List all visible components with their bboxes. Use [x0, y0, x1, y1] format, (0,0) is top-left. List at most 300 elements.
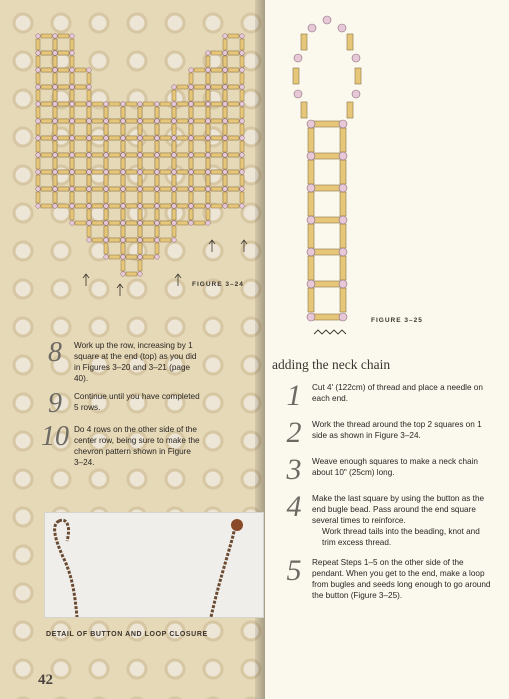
seed-bead — [121, 153, 126, 158]
bugle-bead — [160, 136, 171, 140]
bugle-bead — [58, 187, 69, 191]
seed-bead — [189, 221, 194, 226]
closure-illustration — [45, 513, 263, 617]
seed-bead — [206, 221, 211, 226]
seed-bead — [121, 221, 126, 226]
seed-bead — [240, 51, 245, 56]
bugle-bead — [194, 119, 205, 123]
bugle-bead — [228, 68, 239, 72]
bugle-bead — [308, 288, 314, 312]
seed-bead — [53, 68, 58, 73]
seed-bead — [53, 34, 58, 39]
seed-bead — [87, 153, 92, 158]
seed-bead — [223, 119, 228, 124]
seed-bead — [172, 238, 177, 243]
bugle-bead — [143, 119, 154, 123]
seed-bead — [240, 85, 245, 90]
seed-bead — [87, 187, 92, 192]
bugle-bead — [155, 226, 159, 237]
bugle-bead — [172, 158, 176, 169]
bugle-bead — [41, 136, 52, 140]
bugle-bead — [172, 107, 176, 118]
bugle-bead — [138, 226, 142, 237]
bugle-bead — [104, 243, 108, 254]
bugle-bead — [177, 119, 188, 123]
bugle-bead — [143, 238, 154, 242]
bugle-bead — [240, 141, 244, 152]
bugle-bead — [206, 141, 210, 152]
seed-bead — [189, 102, 194, 107]
bugle-bead — [308, 160, 314, 184]
seed-bead — [206, 153, 211, 158]
seed-bead — [172, 119, 177, 124]
seed-bead — [53, 170, 58, 175]
bugle-bead — [138, 158, 142, 169]
step-text: Repeat Steps 1–5 on the other side of the pendant. When you get to the end, make a loop from bugles and seeds long enough to go around the button (Figure 3–25). — [312, 558, 491, 600]
bugle-bead — [87, 124, 91, 135]
bugle-bead — [223, 39, 227, 50]
bugle-bead — [189, 175, 193, 186]
bugle-bead — [194, 153, 205, 157]
seed-bead — [36, 170, 41, 175]
seed-bead — [189, 85, 194, 90]
step-text: Continue until you have completed 5 rows. — [74, 392, 200, 412]
bugle-bead — [138, 243, 142, 254]
step-5 — [280, 554, 495, 601]
bugle-bead — [36, 90, 40, 101]
bugle-bead — [177, 204, 188, 208]
bugle-bead — [172, 192, 176, 203]
bugle-bead — [313, 314, 341, 320]
seed-bead — [104, 170, 109, 175]
seed-bead — [87, 85, 92, 90]
seed-bead — [172, 102, 177, 107]
step-number: 1 — [286, 379, 302, 412]
seed-bead — [240, 34, 245, 39]
step-number: 3 — [286, 453, 302, 486]
step-text: Cut 4' (122cm) of thread and place a needle on each end. — [312, 383, 483, 403]
bugle-bead — [160, 119, 171, 123]
bugle-bead — [172, 124, 176, 135]
seed-bead — [104, 102, 109, 107]
seed-bead — [223, 170, 228, 175]
bugle-bead — [189, 141, 193, 152]
bugle-bead — [109, 119, 120, 123]
seed-bead — [240, 204, 245, 209]
seed-bead — [87, 119, 92, 124]
bugle-bead — [41, 204, 52, 208]
bugle-bead — [126, 170, 137, 174]
bugle-bead — [138, 209, 142, 220]
seed-bead — [352, 90, 360, 98]
bugle-bead — [143, 204, 154, 208]
bugle-bead — [172, 175, 176, 186]
bugle-bead — [87, 175, 91, 186]
bugle-bead — [104, 124, 108, 135]
seed-bead — [53, 85, 58, 90]
seed-bead — [223, 85, 228, 90]
section-heading: adding the neck chain — [272, 357, 391, 372]
seed-bead — [307, 280, 315, 288]
bugle-bead — [240, 192, 244, 203]
bugle-bead — [223, 90, 227, 101]
bugle-bead — [121, 158, 125, 169]
bugle-bead — [75, 68, 86, 72]
bugle-bead — [206, 90, 210, 101]
bugle-bead — [41, 170, 52, 174]
seed-bead — [307, 184, 315, 192]
bugle-bead — [138, 260, 142, 271]
seed-bead — [307, 152, 315, 160]
bugle-bead — [189, 124, 193, 135]
figure-3-24-label: FIGURE 3–24 — [192, 281, 244, 288]
seed-bead — [53, 51, 58, 56]
bugle-bead — [58, 102, 69, 106]
seed-bead — [36, 68, 41, 73]
bugle-bead — [58, 119, 69, 123]
bugle-bead — [53, 158, 57, 169]
seed-bead — [172, 204, 177, 209]
bugle-bead — [155, 141, 159, 152]
bugle-bead — [194, 102, 205, 106]
bugle-bead — [211, 119, 222, 123]
bugle-bead — [155, 192, 159, 203]
bugle-bead — [41, 68, 52, 72]
seed-bead — [104, 187, 109, 192]
bugle-bead — [308, 128, 314, 152]
bugle-bead — [75, 204, 86, 208]
seed-bead — [155, 255, 160, 260]
step-4-note: Work thread tails into the beading, knot and trim excess thread. — [322, 527, 480, 547]
bugle-bead — [92, 136, 103, 140]
bugle-bead — [177, 187, 188, 191]
bugle-bead — [313, 281, 341, 287]
bugle-bead — [53, 56, 57, 67]
seed-bead — [189, 136, 194, 141]
seed-bead — [206, 51, 211, 56]
bugle-bead — [58, 136, 69, 140]
bugle-bead — [126, 187, 137, 191]
seed-bead — [70, 85, 75, 90]
seed-bead — [104, 255, 109, 260]
bugle-bead — [104, 192, 108, 203]
seed-bead — [240, 102, 245, 107]
bugle-bead — [189, 90, 193, 101]
seed-bead — [206, 85, 211, 90]
bugle-bead — [104, 175, 108, 186]
seed-bead — [121, 255, 126, 260]
seed-bead — [138, 102, 143, 107]
step-1 — [280, 379, 495, 412]
seed-bead — [223, 136, 228, 141]
bugle-bead — [121, 260, 125, 271]
bugle-bead — [53, 192, 57, 203]
bugle-bead — [189, 209, 193, 220]
bugle-bead — [240, 158, 244, 169]
seed-bead — [155, 204, 160, 209]
bugle-bead — [36, 175, 40, 186]
button-bead — [231, 519, 243, 531]
seed-bead — [172, 187, 177, 192]
bugle-bead — [293, 68, 299, 84]
seed-bead — [240, 119, 245, 124]
bugle-bead — [347, 34, 353, 50]
bugle-bead — [41, 153, 52, 157]
bugle-bead — [155, 243, 159, 254]
figure-3-25-label: FIGURE 3–25 — [371, 317, 423, 324]
bugle-bead — [121, 124, 125, 135]
seed-bead — [121, 204, 126, 209]
step-text: Weave enough squares to make a neck chain about 10" (25cm) long. — [312, 457, 478, 477]
seed-bead — [307, 248, 315, 256]
bugle-bead — [70, 73, 74, 84]
step-10 — [40, 421, 200, 468]
seed-bead — [36, 153, 41, 158]
step-3 — [280, 453, 495, 486]
seed-bead — [223, 204, 228, 209]
bugle-bead — [70, 141, 74, 152]
bugle-bead — [109, 153, 120, 157]
bugle-bead — [228, 204, 239, 208]
bugle-bead — [70, 158, 74, 169]
bugle-bead — [126, 153, 137, 157]
bugle-bead — [206, 124, 210, 135]
bugle-bead — [70, 175, 74, 186]
bugle-bead — [340, 256, 346, 280]
seed-bead — [223, 153, 228, 158]
bugle-bead — [138, 107, 142, 118]
bugle-bead — [194, 187, 205, 191]
seed-bead — [172, 221, 177, 226]
bugle-bead — [53, 107, 57, 118]
bugle-bead — [41, 119, 52, 123]
seed-bead — [138, 238, 143, 243]
bugle-bead — [206, 175, 210, 186]
seed-bead — [70, 34, 75, 39]
bugle-bead — [70, 107, 74, 118]
step-4 — [280, 490, 495, 548]
bugle-bead — [177, 136, 188, 140]
bugle-bead — [223, 175, 227, 186]
bugle-bead — [240, 107, 244, 118]
bugle-bead — [211, 102, 222, 106]
bugle-bead — [228, 153, 239, 157]
seed-bead — [339, 280, 347, 288]
seed-bead — [121, 102, 126, 107]
bugle-bead — [126, 204, 137, 208]
seed-bead — [138, 170, 143, 175]
seed-bead — [294, 90, 302, 98]
seed-bead — [240, 136, 245, 141]
bugle-bead — [87, 158, 91, 169]
seed-bead — [87, 221, 92, 226]
bugle-bead — [92, 170, 103, 174]
bugle-bead — [301, 34, 307, 50]
seed-bead — [138, 255, 143, 260]
bugle-bead — [104, 226, 108, 237]
bugle-bead — [92, 153, 103, 157]
bugle-bead — [138, 141, 142, 152]
arrow-icon — [209, 240, 215, 252]
bugle-bead — [126, 272, 137, 276]
bugle-bead — [240, 39, 244, 50]
bugle-bead — [206, 209, 210, 220]
seed-bead — [36, 187, 41, 192]
bugle-bead — [172, 90, 176, 101]
bugle-bead — [340, 192, 346, 216]
right-steps-list — [280, 379, 495, 610]
seed-bead — [121, 272, 126, 277]
seed-bead — [121, 170, 126, 175]
bugle-bead — [36, 192, 40, 203]
bugle-bead — [75, 170, 86, 174]
bugle-bead — [340, 224, 346, 248]
arrow-icon — [175, 274, 181, 286]
bugle-bead — [58, 170, 69, 174]
bugle-bead — [104, 158, 108, 169]
bugle-bead — [194, 68, 205, 72]
bugle-bead — [240, 73, 244, 84]
bugle-bead — [228, 34, 239, 38]
seed-bead — [206, 68, 211, 73]
bugle-bead — [75, 85, 86, 89]
seed-bead — [53, 119, 58, 124]
seed-bead — [53, 136, 58, 141]
bugle-bead — [36, 124, 40, 135]
bugle-bead — [240, 56, 244, 67]
seed-bead — [70, 187, 75, 192]
seed-bead — [36, 34, 41, 39]
bugle-bead — [160, 153, 171, 157]
bugle-bead — [53, 141, 57, 152]
bugle-bead — [177, 170, 188, 174]
seed-bead — [240, 68, 245, 73]
button-loop-closure-photo — [44, 512, 264, 618]
bugle-bead — [160, 204, 171, 208]
bugle-bead — [223, 124, 227, 135]
bugle-bead — [228, 136, 239, 140]
bugle-bead — [36, 56, 40, 67]
bugle-bead — [58, 51, 69, 55]
bugle-bead — [211, 85, 222, 89]
bugle-bead — [155, 158, 159, 169]
seed-bead — [36, 119, 41, 124]
bugle-bead — [177, 102, 188, 106]
bugle-bead — [189, 158, 193, 169]
seed-bead — [138, 119, 143, 124]
bugle-bead — [223, 158, 227, 169]
bugle-bead — [155, 209, 159, 220]
seed-bead — [121, 187, 126, 192]
bugle-bead — [223, 107, 227, 118]
step-number: 2 — [286, 416, 302, 449]
bugle-bead — [160, 102, 171, 106]
bugle-bead — [223, 192, 227, 203]
bugle-bead — [109, 136, 120, 140]
seed-bead — [223, 102, 228, 107]
bugle-bead — [126, 238, 137, 242]
step-number: 9 — [48, 388, 62, 419]
seed-bead — [87, 136, 92, 141]
bugle-bead — [121, 175, 125, 186]
seed-bead — [189, 204, 194, 209]
seed-bead — [155, 119, 160, 124]
bugle-bead — [58, 204, 69, 208]
seed-bead — [36, 102, 41, 107]
step-number: 8 — [48, 337, 62, 368]
seed-bead — [36, 204, 41, 209]
seed-bead — [104, 204, 109, 209]
bugle-bead — [70, 124, 74, 135]
bugle-bead — [92, 119, 103, 123]
seed-bead — [36, 136, 41, 141]
bugle-bead — [53, 175, 57, 186]
bugle-bead — [36, 158, 40, 169]
bugle-bead — [143, 255, 154, 259]
bugle-bead — [206, 56, 210, 67]
bugle-bead — [223, 56, 227, 67]
bugle-bead — [58, 153, 69, 157]
seed-bead — [104, 119, 109, 124]
seed-bead — [206, 136, 211, 141]
bugle-bead — [189, 73, 193, 84]
bugle-bead — [160, 238, 171, 242]
bugle-bead — [177, 153, 188, 157]
bugle-bead — [138, 175, 142, 186]
bugle-bead — [126, 221, 137, 225]
seed-bead — [104, 238, 109, 243]
bugle-bead — [92, 102, 103, 106]
bugle-bead — [308, 192, 314, 216]
seed-bead — [223, 34, 228, 39]
step-number: 4 — [286, 490, 302, 523]
bugle-bead — [160, 221, 171, 225]
bugle-bead — [36, 107, 40, 118]
bugle-bead — [155, 107, 159, 118]
seed-bead — [155, 187, 160, 192]
seed-bead — [70, 153, 75, 158]
bugle-bead — [313, 185, 341, 191]
seed-bead — [339, 120, 347, 128]
bugle-bead — [228, 85, 239, 89]
step-number: 5 — [286, 554, 302, 587]
bugle-bead — [189, 192, 193, 203]
seed-bead — [70, 119, 75, 124]
bugle-bead — [228, 187, 239, 191]
seed-bead — [70, 170, 75, 175]
bugle-bead — [70, 209, 74, 220]
seed-bead — [307, 120, 315, 128]
seed-bead — [339, 216, 347, 224]
bugle-bead — [228, 170, 239, 174]
bugle-bead — [126, 255, 137, 259]
bugle-bead — [228, 51, 239, 55]
bugle-bead — [138, 192, 142, 203]
step-8 — [40, 337, 200, 384]
seed-bead — [206, 119, 211, 124]
bugle-bead — [340, 160, 346, 184]
step-text: Work the thread around the top 2 squares on 1 side as shown in Figure 3–24. — [312, 420, 482, 440]
bugle-bead — [70, 192, 74, 203]
seed-bead — [36, 85, 41, 90]
bugle-bead — [109, 221, 120, 225]
seed-bead — [155, 153, 160, 158]
bugle-bead — [109, 204, 120, 208]
bugle-bead — [194, 85, 205, 89]
bugle-bead — [313, 153, 341, 159]
bugle-bead — [206, 107, 210, 118]
seed-bead — [138, 204, 143, 209]
